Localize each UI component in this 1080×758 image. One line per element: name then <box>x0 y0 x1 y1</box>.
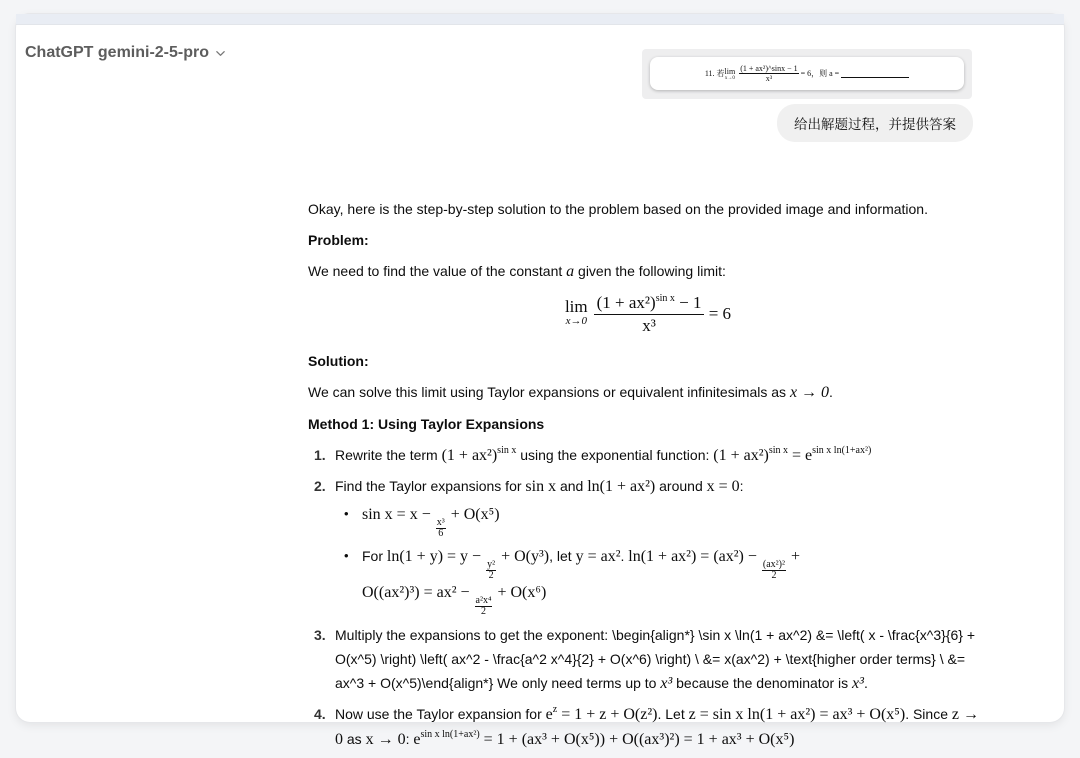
step-text: Find the Taylor expansions for <box>335 478 526 494</box>
step-math: z = sin x ln(1 + ax²) = ax³ + O(x⁵) <box>688 706 906 723</box>
step-text: as <box>343 731 366 747</box>
solution-text: We can solve this limit using Taylor expansions or equivalent infinitesimals as <box>308 384 790 400</box>
step-text: and <box>556 478 588 494</box>
step-text: . <box>863 675 868 691</box>
chat-window <box>16 14 1064 748</box>
display-num-base: (1 + ax²) <box>596 292 656 312</box>
math-part: (1 + ax²) <box>713 447 769 464</box>
math-part: (1 + ax²) <box>441 447 498 464</box>
display-num-tail: − 1 <box>674 292 702 312</box>
model-name: ChatGPT gemini-2-5-pro <box>25 44 210 61</box>
solution-end: . <box>829 384 833 400</box>
bullet-text: , let <box>549 548 576 564</box>
frac-num: (ax²)² <box>762 559 785 570</box>
display-denominator: x³ <box>642 315 656 335</box>
math-part: sin x = x − <box>362 506 435 523</box>
math-part: = 1 + (ax³ + O(x⁵)) + O((ax³)²) = 1 + ax³ + O(x⁵) <box>479 731 795 748</box>
step-math: x → 0 <box>365 731 406 748</box>
step-number: 3. <box>314 627 326 643</box>
steps-list <box>308 443 988 752</box>
step-math <box>546 706 658 723</box>
math-exp: sin x <box>497 445 517 456</box>
step-number: 4. <box>314 706 326 722</box>
math-part: e <box>413 731 421 748</box>
answer-blank <box>841 70 909 78</box>
chevron-down-icon <box>215 48 226 59</box>
math-part: e <box>545 706 553 723</box>
step-text: . Let <box>657 706 689 722</box>
inline-fraction <box>762 560 786 581</box>
math-exp: z <box>552 704 558 715</box>
problem-var: a = <box>829 69 840 78</box>
step-math <box>413 731 794 748</box>
problem-text-b: given the following limit: <box>574 263 726 279</box>
step-2 <box>308 474 988 617</box>
model-selector[interactable] <box>25 44 226 62</box>
step-math: x³ <box>660 675 673 692</box>
step-math: ln(1 + ax²) <box>587 478 656 495</box>
step-math <box>442 447 517 464</box>
method-heading: Method 1: Using Taylor Expansions <box>308 416 545 432</box>
math-part: = e <box>788 447 813 464</box>
display-numerator <box>594 292 705 315</box>
problem-fraction <box>739 64 798 83</box>
step-math: sin x <box>525 478 557 495</box>
problem-text-a: We need to find the value of the constant <box>308 263 567 279</box>
display-rhs: = 6 <box>708 304 732 323</box>
step-text: because the denominator is <box>672 675 853 691</box>
display-limit <box>308 291 988 337</box>
math-part: ln(1 + ax²) = (ax²) − <box>628 548 761 565</box>
user-uploaded-image[interactable] <box>642 49 972 99</box>
display-lim <box>565 299 588 329</box>
math-part: = 1 + z + O(z²) <box>557 706 658 723</box>
intro-text: Okay, here is the step-by-step solution to the problem based on the provided image and information. <box>308 201 928 217</box>
step-text: using the exponential function: <box>516 447 714 463</box>
display-lim-text: lim <box>564 297 588 316</box>
bullet-math: y = ax² <box>575 548 621 565</box>
solution-paragraph <box>308 380 988 405</box>
step-text: Multiply the expansions to get the exponent: \begin{align*} \sin x \ln(1 + ax^2) &= \left( x - \frac{x^3}{6} + O(x^5) \right) \left( ax^2 - \frac{a^2 x^4}{2} + O(x^6) \right) \ &= x(ax^2) + \text{higher order terms} \ &= ax^3 + O(x^5)\end{align*} We only need terms up to <box>335 627 976 691</box>
bullet-math <box>362 584 547 617</box>
frac-num: y² <box>487 559 496 570</box>
problem-lim-sub: x→0 <box>724 75 735 81</box>
step-number: 1. <box>314 447 326 463</box>
frac-den: 2 <box>480 606 486 617</box>
math-part: + O(y³) <box>497 548 550 565</box>
var-a: a <box>566 263 575 280</box>
math-part: + <box>787 548 801 565</box>
bullet-math <box>362 506 500 539</box>
bullet-text: . <box>620 548 629 564</box>
step-1 <box>308 443 988 468</box>
math-part: ln(1 + y) = y − <box>386 548 486 565</box>
bullet-math <box>628 548 801 581</box>
bullet-sin <box>362 503 988 539</box>
math-part: + O(x⁶) <box>493 584 547 601</box>
step-number: 2. <box>314 478 326 494</box>
frac-num: a²x⁴ <box>475 595 492 606</box>
inline-fraction <box>436 518 446 539</box>
step-text: around <box>655 478 707 494</box>
step-math: x³ <box>852 675 864 692</box>
bullet-ln <box>362 545 988 617</box>
step-text: . Since <box>905 706 952 722</box>
inline-fraction <box>475 596 493 617</box>
step-math: z → 0 <box>335 706 979 748</box>
problem-denominator: x³ <box>765 74 773 83</box>
math-part: O((ax²)³) = ax² − <box>362 584 474 601</box>
problem-number: 11. <box>704 69 715 78</box>
assistant-response <box>308 197 988 758</box>
user-message-bubble: 给出解题过程，并提供答案 <box>777 104 973 142</box>
problem-lim <box>725 67 736 81</box>
math-exp: sin x <box>768 445 789 456</box>
problem-numerator: (1 + ax²)^sinx − 1 <box>740 64 798 73</box>
step-2-bullets <box>335 503 988 617</box>
frac-den: 2 <box>771 570 777 581</box>
frac-den: 6 <box>438 528 444 539</box>
math-part: + O(x⁵) <box>446 506 500 523</box>
step-text: : <box>405 731 414 747</box>
problem-ruo: 若 <box>716 69 725 78</box>
problem-card <box>650 57 964 90</box>
solution-math: x → 0 <box>789 384 830 401</box>
frac-num: x³ <box>436 517 445 528</box>
step-text: Now use the Taylor expansion for <box>335 706 546 722</box>
bullet-text: For <box>362 548 387 564</box>
step-math: x = 0 <box>706 478 740 495</box>
step-3 <box>308 623 988 696</box>
bullet-math <box>386 548 550 581</box>
step-text: : <box>739 478 744 494</box>
display-num-exp: sin x <box>655 292 675 304</box>
math-exp: sin x ln(1+ax²) <box>812 445 872 456</box>
problem-lim-text: lim <box>724 66 736 76</box>
step-4 <box>308 702 988 752</box>
step-text: Rewrite the term <box>335 447 442 463</box>
display-lim-sub: x→0 <box>565 315 587 327</box>
problem-equals: = 6，则 <box>800 69 828 78</box>
inline-fraction <box>486 560 496 581</box>
math-exp: sin x ln(1+ax²) <box>420 729 480 740</box>
solution-heading: Solution: <box>308 353 369 369</box>
frac-den: 2 <box>488 570 494 581</box>
display-fraction <box>594 292 705 337</box>
step-math <box>713 447 871 464</box>
top-band <box>16 14 1064 25</box>
problem-heading: Problem: <box>308 232 369 248</box>
problem-paragraph <box>308 259 988 284</box>
